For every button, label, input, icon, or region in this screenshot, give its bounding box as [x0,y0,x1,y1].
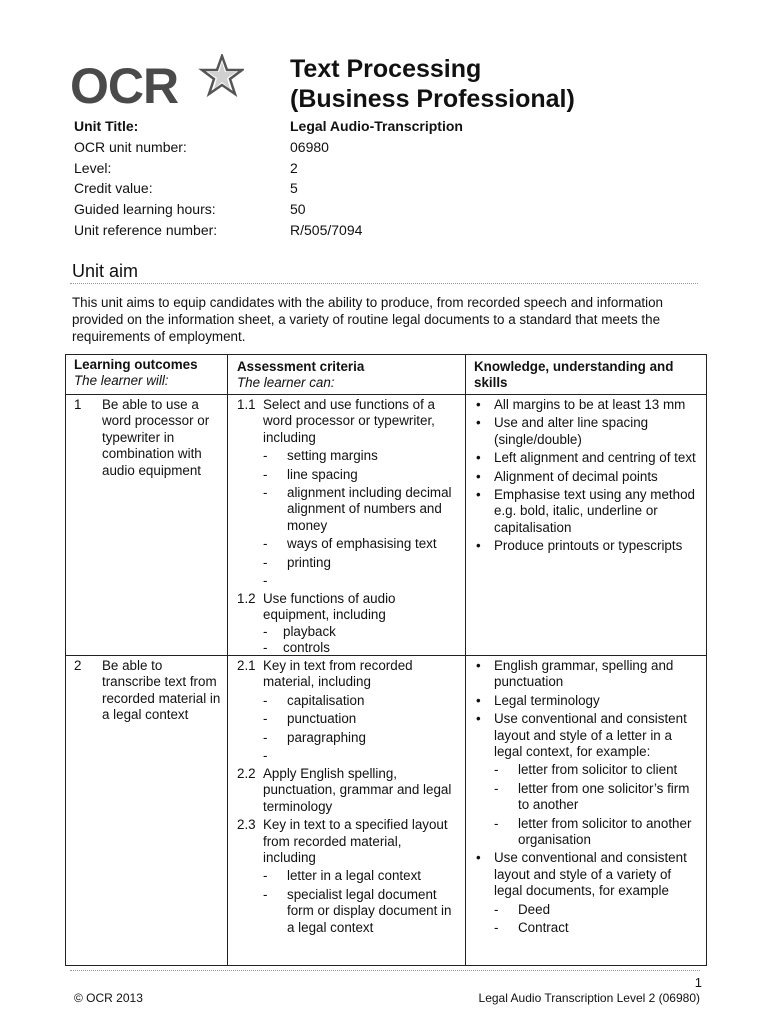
detail-value: 5 [290,180,298,197]
column-divider [465,355,466,965]
criterion-number: 2.3 [237,817,256,833]
list-item: - punctuation [263,711,357,727]
header-outcomes [74,357,224,390]
criterion-number: 1.1 [237,397,256,412]
outcome-number: 1 [74,397,82,412]
detail-value: 50 [290,201,306,218]
criteria-block [237,397,457,657]
learning-outcomes-table [65,354,707,966]
list-item: - letter from one solicitor’s firm to another [494,780,690,813]
star-icon [192,54,244,98]
criterion-text: Apply English spelling, punctuation, grammar and legal terminology [263,766,452,814]
unit-aim-text: This unit aims to equip candidates with the ability to produce, from recorded speech and information provided on the information sheet, a variety of routine legal documents to a standard that meets the requirements of employment. [72,295,663,344]
list-item: • English grammar, spelling and punctuation [476,658,674,690]
list-item: - Contract [494,920,569,936]
list-item: • Alignment of decimal points [476,468,658,484]
column-divider [227,355,228,965]
criteria-block [237,658,457,936]
header-subtitle: The learner can: [237,375,335,391]
criterion-text: Select and use functions of a word processor or typewriter, including [263,397,435,445]
detail-row [74,178,694,199]
list-item: - playback [263,623,336,639]
criterion-text: Use functions of audio equipment, including [263,591,396,623]
list-item: - letter from solicitor to client [494,762,678,778]
criterion-items [237,448,457,589]
criterion-number: 2.2 [237,766,256,782]
detail-label: OCR unit number: [74,138,187,155]
list-item: - controls [263,640,330,656]
detail-row [74,137,694,158]
list-item: - ways of emphasising text [263,536,437,552]
list-item: - [263,748,268,764]
page-number: 1 [694,975,702,990]
list-item: - alignment including decimal alignment of numbers and money [263,485,452,533]
sub-list [474,762,702,848]
detail-value: Legal Audio-Transcription [290,118,463,134]
header-criteria [237,359,462,392]
list-item: - letter in a legal context [263,868,421,884]
criterion [237,591,457,624]
criterion-text: Key in text from recorded material, including [263,658,413,690]
unit-aim-heading: Unit aim [72,261,139,281]
detail-value: 2 [290,159,298,176]
list-item: - Deed [494,901,551,917]
detail-row [74,220,694,241]
header-knowledge [474,359,702,392]
divider [70,283,698,284]
criterion [237,658,457,691]
criterion-items [237,693,457,764]
outcome-number: 2 [74,658,82,673]
criterion-items [237,624,457,657]
list-item: - capitalisation [263,692,365,708]
outcome-text: Be able to use a word processor or typewriter in combination with audio equipment [102,397,210,478]
list-item: - [263,573,268,589]
detail-row [74,116,694,137]
list-item: • Use conventional and consistent layout and style of a variety of legal documents, for example [476,850,687,899]
detail-value: 06980 [290,138,329,155]
copyright: © OCR 2013 [74,991,143,1005]
criterion-number: 1.2 [237,591,256,607]
title-line-2: (Business Professional) [290,85,575,113]
list-item: • Left alignment and centring of text [476,450,696,466]
criterion-number: 2.1 [237,658,256,673]
outcome-text: Be able to transcribe text from recorded material in a legal context [102,658,221,723]
row-divider [66,394,706,395]
list-item: - printing [263,554,331,570]
detail-label: Credit value: [74,180,153,197]
detail-label: Guided learning hours: [74,201,216,218]
criterion [237,766,457,815]
header-subtitle: The learner will: [74,373,169,389]
detail-label: Unit reference number: [74,221,218,238]
page-title [290,54,575,114]
detail-label: Level: [74,159,112,176]
header-title: Learning outcomes [74,357,198,372]
header-title: Knowledge, understanding and skills [474,359,674,391]
criterion-items [237,868,457,936]
detail-row [74,158,694,179]
detail-value: R/505/7094 [290,221,363,238]
logo-text: OCR [70,58,179,114]
list-item: - paragraphing [263,729,366,745]
ocr-logo [70,56,250,116]
list-item: • All margins to be at least 13 mm [476,397,686,412]
list-item: • Emphasise text using any method e.g. bold, italic, underline or capitalisation [476,487,695,535]
list-item: - letter from solicitor to another organisation [494,815,692,848]
title-line-1: Text Processing [290,55,482,83]
criterion [237,397,457,446]
list-item: • Produce printouts or typescripts [476,538,683,554]
criterion [237,817,457,866]
criterion-text: Key in text to a specified layout from recorded material, including [263,817,448,866]
list-item: • Use conventional and consistent layout and style of a letter in a legal context, for example: [476,711,687,760]
detail-row [74,199,694,220]
header-title: Assessment criteria [237,359,365,374]
list-item: • Use and alter line spacing (single/double) [476,415,649,447]
detail-label: Unit Title: [74,118,139,134]
unit-details [74,116,694,241]
list-item: • Legal terminology [476,692,600,708]
knowledge-list [474,397,702,555]
list-item: - line spacing [263,466,358,482]
divider [70,970,700,971]
list-item: - setting margins [263,448,378,464]
sub-list [474,902,702,937]
list-item: - specialist legal document form or display document in a legal context [263,886,452,935]
knowledge-list [474,658,702,937]
footer-doc-ref: Legal Audio Transcription Level 2 (06980) [478,991,700,1005]
